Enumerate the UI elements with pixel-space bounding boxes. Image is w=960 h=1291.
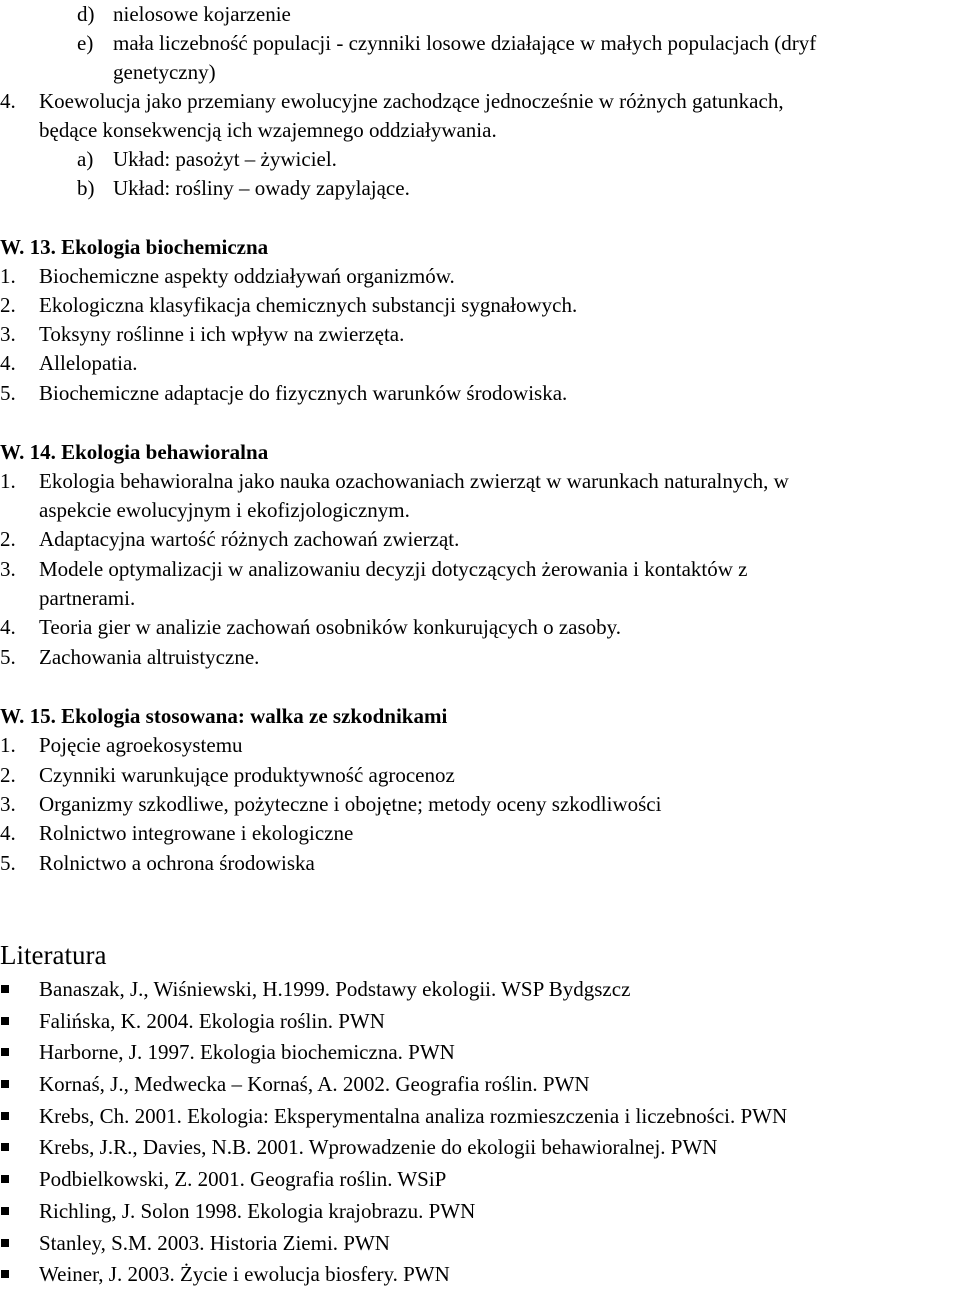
list-item-text: Toksyny roślinne i ich wpływ na zwierzęta. bbox=[39, 322, 405, 346]
list-item-text: Rolnictwo integrowane i ekologiczne bbox=[39, 821, 354, 845]
list-item-text: Biochemiczne aspekty oddziaływań organizmów. bbox=[39, 264, 455, 288]
square-bullet-icon bbox=[1, 1239, 9, 1247]
list-item-text: Pojęcie agroekosystemu bbox=[39, 733, 243, 757]
list-marker: 2. bbox=[0, 763, 16, 787]
sublist-marker: b) bbox=[77, 176, 95, 200]
list-item-text: Allelopatia. bbox=[39, 351, 138, 375]
list-item-text: Rolnictwo a ochrona środowiska bbox=[39, 851, 315, 875]
square-bullet-icon bbox=[1, 1080, 9, 1088]
list-item-text: Teoria gier w analizie zachowań osobników konkurujących o zasoby. bbox=[39, 615, 622, 639]
list-item-text: Modele optymalizacji w analizowaniu decyzji dotyczących żerowania i kontaktów z bbox=[39, 557, 748, 581]
bibliography-item: Richling, J. Solon 1998. Ekologia krajobrazu. PWN bbox=[39, 1199, 476, 1223]
list-item-text: nielosowe kojarzenie bbox=[113, 2, 291, 26]
list-marker: 4. bbox=[0, 615, 16, 639]
list-item-text: Biochemiczne adaptacje do fizycznych warunków środowiska. bbox=[39, 381, 568, 405]
list-item-text: Ekologia behawioralna jako nauka ozachowaniach zwierząt w warunkach naturalnych, w bbox=[39, 469, 789, 493]
list-item-continuation: genetyczny) bbox=[113, 60, 216, 84]
square-bullet-icon bbox=[1, 1207, 9, 1215]
sublist-item-text: Układ: pasożyt – żywiciel. bbox=[113, 147, 337, 171]
square-bullet-icon bbox=[1, 1175, 9, 1183]
square-bullet-icon bbox=[1, 1112, 9, 1120]
list-item-text: mała liczebność populacji - czynniki losowe działające w małych populacjach (dryf bbox=[113, 31, 817, 55]
square-bullet-icon bbox=[1, 1048, 9, 1056]
list-marker: 3. bbox=[0, 792, 16, 816]
list-marker: 4. bbox=[0, 351, 16, 375]
sublist-item-text: Układ: rośliny – owady zapylające. bbox=[113, 176, 410, 200]
list-item-continuation: partnerami. bbox=[39, 586, 136, 610]
square-bullet-icon bbox=[1, 985, 9, 993]
list-marker: 3. bbox=[0, 557, 16, 581]
square-bullet-icon bbox=[1, 1143, 9, 1151]
bibliography-item: Krebs, Ch. 2001. Ekologia: Eksperymentalna analiza rozmieszczenia i liczebności. PWN bbox=[39, 1104, 788, 1128]
bibliography-item: Banaszak, J., Wiśniewski, H.1999. Podstawy ekologii. WSP Bydgszcz bbox=[39, 977, 631, 1001]
list-item-text: Koewolucja jako przemiany ewolucyjne zachodzące jednocześnie w różnych gatunkach, bbox=[39, 89, 784, 113]
square-bullet-icon bbox=[1, 1270, 9, 1278]
sublist-marker: a) bbox=[77, 147, 94, 171]
list-item-text: Organizmy szkodliwe, pożyteczne i obojętne; metody oceny szkodliwości bbox=[39, 792, 662, 816]
list-item-text: Adaptacyjna wartość różnych zachowań zwierząt. bbox=[39, 527, 460, 551]
list-marker: 5. bbox=[0, 381, 16, 405]
section-heading-w14: W. 14. Ekologia behawioralna bbox=[0, 440, 269, 464]
list-marker: 3. bbox=[0, 322, 16, 346]
bibliography-item: Stanley, S.M. 2003. Historia Ziemi. PWN bbox=[39, 1231, 390, 1255]
list-marker: 1. bbox=[0, 469, 16, 493]
list-marker: 1. bbox=[0, 733, 16, 757]
list-item-text: Czynniki warunkujące produktywność agrocenoz bbox=[39, 763, 455, 787]
list-item-continuation: aspekcie ewolucyjnym i ekofizjologicznym. bbox=[39, 498, 410, 522]
bibliography-item: Krebs, J.R., Davies, N.B. 2001. Wprowadzenie do ekologii behawioralnej. PWN bbox=[39, 1135, 718, 1159]
list-marker: 1. bbox=[0, 264, 16, 288]
list-marker: 4. bbox=[0, 821, 16, 845]
bibliography-item: Weiner, J. 2003. Życie i ewolucja biosfery. PWN bbox=[39, 1262, 450, 1286]
list-item-text: Ekologiczna klasyfikacja chemicznych substancji sygnałowych. bbox=[39, 293, 578, 317]
section-heading-w13: W. 13. Ekologia biochemiczna bbox=[0, 235, 269, 259]
list-marker: d) bbox=[77, 2, 95, 26]
square-bullet-icon bbox=[1, 1017, 9, 1025]
list-marker: 2. bbox=[0, 527, 16, 551]
list-marker: 5. bbox=[0, 851, 16, 875]
bibliography-item: Harborne, J. 1997. Ekologia biochemiczna. PWN bbox=[39, 1040, 455, 1064]
list-item-continuation: będące konsekwencją ich wzajemnego oddziaływania. bbox=[39, 118, 497, 142]
bibliography-item: Kornaś, J., Medwecka – Kornaś, A. 2002. Geografia roślin. PWN bbox=[39, 1072, 590, 1096]
list-item-text: Zachowania altruistyczne. bbox=[39, 645, 260, 669]
bibliography-item: Podbielkowski, Z. 2001. Geografia roślin. WSiP bbox=[39, 1167, 447, 1191]
list-marker: 4. bbox=[0, 89, 16, 113]
section-heading-w15: W. 15. Ekologia stosowana: walka ze szkodnikami bbox=[0, 704, 448, 728]
bibliography-heading: Literatura bbox=[0, 940, 107, 970]
list-marker: 2. bbox=[0, 293, 16, 317]
list-marker: e) bbox=[77, 31, 94, 55]
list-marker: 5. bbox=[0, 645, 16, 669]
bibliography-item: Falińska, K. 2004. Ekologia roślin. PWN bbox=[39, 1009, 385, 1033]
